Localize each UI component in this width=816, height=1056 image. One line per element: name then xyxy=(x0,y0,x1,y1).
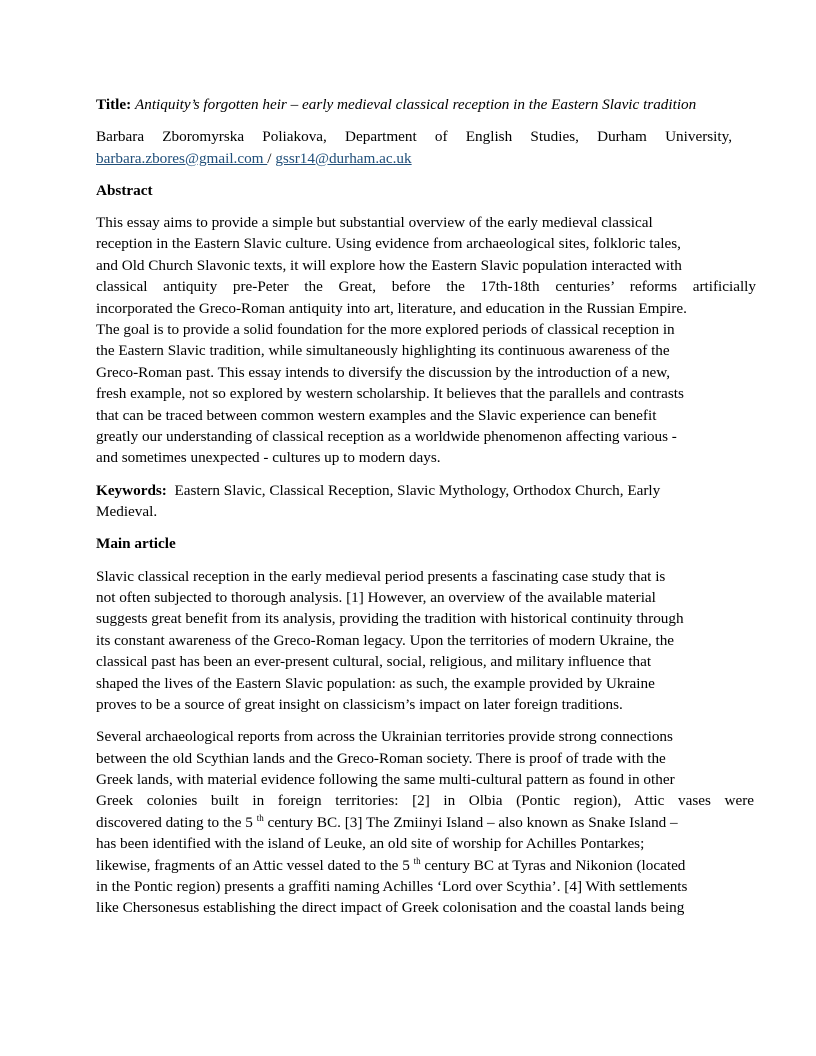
email-link-1[interactable]: barbara.zbores@gmail.com xyxy=(96,149,268,167)
abstract-line: fresh example, not so explored by western scholarship. It believes that the parallels and contrasts xyxy=(96,385,684,403)
text-line: likewise, fragments of an Attic vessel dated to the 5 $^{th}$ century BC at Tyras and Nikonion (located xyxy=(96,855,686,874)
text-line: Several archaeological reports from across the Ukrainian territories provide strong connections xyxy=(96,728,673,746)
keywords-list-cont: Medieval. xyxy=(96,503,158,521)
abstract-line: the Eastern Slavic tradition, while simultaneously highlighting its continuous awareness of the xyxy=(96,342,670,360)
abstract-line: Greco-Roman past. This essay intends to diversify the discussion by the introduction of a new, xyxy=(96,363,671,381)
title-label: Title: xyxy=(96,96,132,113)
text-line: classical past has been an ever-present cultural, social, religious, and military influence that xyxy=(96,653,652,671)
text-line: Slavic classical reception in the early medieval period presents a fascinating case study that is xyxy=(96,567,666,585)
paper-title xyxy=(96,94,732,115)
abstract-line: and Old Church Slavonic texts, it will explore how the Eastern Slavic population interacted with xyxy=(96,256,682,274)
abstract-line: greatly our understanding of classical reception as a worldwide phenomenon affecting various - xyxy=(96,428,677,446)
text-line: like Chersonesus establishing the direct impact of Greek colonisation and the coastal lands being xyxy=(96,899,685,917)
text-line: between the old Scythian lands and the Greco-Roman society. There is proof of trade with the xyxy=(96,749,666,767)
keywords xyxy=(96,480,732,523)
email-separator: / xyxy=(267,149,276,167)
text-line: Greek lands, with material evidence following the same multi-cultural pattern as found in other xyxy=(96,770,675,788)
title-text: Antiquity’s forgotten heir – early medieval classical reception in the Eastern Slavic tradition xyxy=(134,96,697,113)
text-line: has been identified with the island of Leuke, an old site of worship for Achilles Pontarkes; xyxy=(96,835,645,853)
abstract-heading: Abstract xyxy=(96,181,153,199)
email-link-2[interactable]: gssr14@durham.ac.uk xyxy=(275,149,412,167)
keywords-label: Keywords: xyxy=(96,481,167,499)
abstract-line: classical antiquity pre-Peter the Great, before the 17th-18th centuries’ reforms artificially xyxy=(96,278,756,296)
main-heading: Main article xyxy=(96,535,176,553)
text-line: Greek colonies built in foreign territories: [2] in Olbia (Pontic region), Attic vases were xyxy=(96,792,754,810)
text-line: suggests great benefit from its analysis, providing the tradition with historical continuity through xyxy=(96,610,684,628)
text-line: in the Pontic region) presents a graffiti naming Achilles ‘Lord over Scythia’. [4] With settlements xyxy=(96,877,688,895)
abstract-line: incorporated the Greco-Roman antiquity into art, literature, and education in the Russian Empire. xyxy=(96,299,687,317)
abstract-body xyxy=(96,212,756,469)
author-line: Barbara Zboromyrska Poliakova, Department of English Studies, Durham University, xyxy=(96,128,732,146)
text-line: proves to be a source of great insight on classicism’s impact on later foreign traditions. xyxy=(96,695,623,713)
superscript: th xyxy=(413,855,421,866)
abstract-line: and sometimes unexpected - cultures up to modern days. xyxy=(96,449,441,467)
text-line: its constant awareness of the Greco-Roman legacy. Upon the territories of modern Ukraine, the xyxy=(96,631,675,649)
superscript: th xyxy=(256,812,264,823)
text-line: shaped the lives of the Eastern Slavic population: as such, the example provided by Ukraine xyxy=(96,674,655,692)
text-line: discovered dating to the 5 $^{th}$ century BC. [3] The Zmiinyi Island – also known as Snake Island – xyxy=(96,812,678,831)
abstract-line: that can be traced between common western examples and the Slavic experience can benefit xyxy=(96,406,657,424)
abstract-line: This essay aims to provide a simple but substantial overview of the early medieval classical xyxy=(96,214,653,232)
author-affiliation xyxy=(96,126,732,169)
document-page xyxy=(96,94,756,930)
keywords-list: Eastern Slavic, Classical Reception, Slavic Mythology, Orthodox Church, Early xyxy=(174,481,661,499)
abstract-line: reception in the Eastern Slavic culture. Using evidence from archaeological sites, folkloric tales, xyxy=(96,235,681,253)
abstract-line: The goal is to provide a solid foundation for the more explored periods of classical reception in xyxy=(96,321,675,339)
text-line: not often subjected to thorough analysis. [1] However, an overview of the available material xyxy=(96,588,656,606)
main-paragraph-1 xyxy=(96,566,732,716)
main-paragraph-2 xyxy=(96,726,754,919)
